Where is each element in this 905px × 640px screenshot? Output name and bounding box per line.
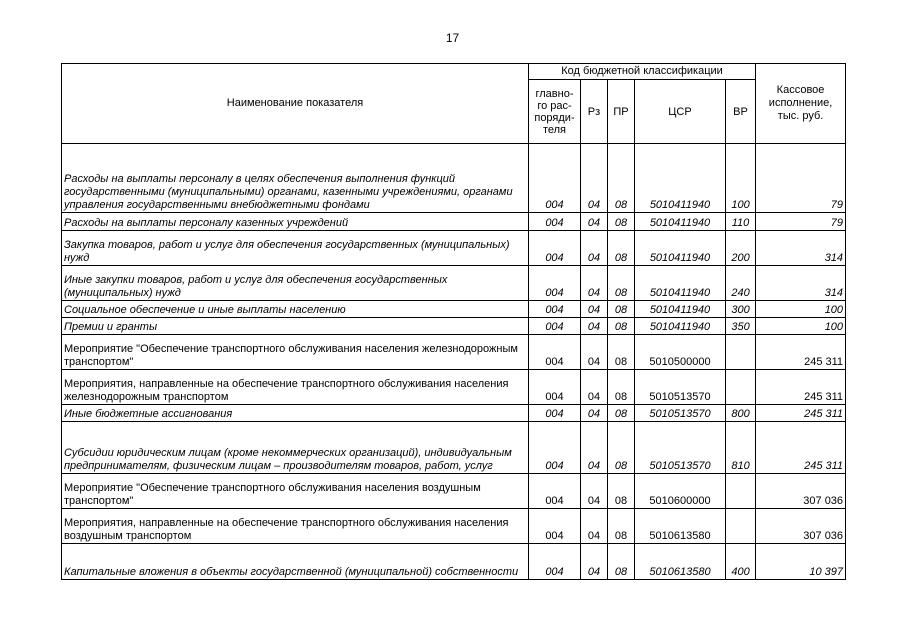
table-row — [62, 544, 846, 580]
header-glav: главно-го рас-поряди-теля — [529, 80, 581, 144]
header-vr: ВР — [726, 80, 756, 144]
row-name: Закупка товаров, работ и услуг для обеспечения государственных (муниципальных) нужд — [62, 231, 529, 266]
table-row — [62, 213, 846, 231]
row-pr: 08 — [608, 213, 635, 231]
row-rz: 04 — [581, 370, 608, 405]
row-amount: 100 — [756, 318, 846, 335]
header-amount: Кассовое исполнение, тыс. руб. — [756, 64, 846, 144]
row-vr — [726, 474, 756, 509]
row-csr: 5010513570 — [635, 370, 726, 405]
row-pr: 08 — [608, 544, 635, 580]
row-name: Мероприятия, направленные на обеспечение транспортного обслуживания населения железнодорожным транспортом — [62, 370, 529, 405]
table-row — [62, 509, 846, 544]
row-pr: 08 — [608, 370, 635, 405]
row-amount: 245 311 — [756, 405, 846, 422]
row-rz: 04 — [581, 544, 608, 580]
row-glav: 004 — [529, 318, 581, 335]
header-csr: ЦСР — [635, 80, 726, 144]
row-vr: 350 — [726, 318, 756, 335]
row-vr: 810 — [726, 422, 756, 474]
row-rz: 04 — [581, 266, 608, 301]
row-glav: 004 — [529, 301, 581, 318]
row-pr: 08 — [608, 301, 635, 318]
row-pr: 08 — [608, 318, 635, 335]
row-name: Капитальные вложения в объекты государственной (муниципальной) собственности — [62, 544, 529, 580]
row-amount: 245 311 — [756, 422, 846, 474]
row-rz: 04 — [581, 422, 608, 474]
row-pr: 08 — [608, 405, 635, 422]
row-name: Мероприятия, направленные на обеспечение транспортного обслуживания населения воздушным транспортом — [62, 509, 529, 544]
row-glav: 004 — [529, 144, 581, 213]
row-pr: 08 — [608, 144, 635, 213]
row-vr: 100 — [726, 144, 756, 213]
row-amount: 10 397 — [756, 544, 846, 580]
row-pr: 08 — [608, 266, 635, 301]
row-pr: 08 — [608, 231, 635, 266]
page-number: 17 — [445, 31, 460, 45]
budget-table — [61, 63, 846, 580]
row-glav: 004 — [529, 405, 581, 422]
table-row — [62, 474, 846, 509]
row-vr: 400 — [726, 544, 756, 580]
row-name: Мероприятие "Обеспечение транспортного обслуживания населения железнодорожным транспортом" — [62, 335, 529, 370]
row-rz: 04 — [581, 509, 608, 544]
header-rz: Рз — [581, 80, 608, 144]
row-amount: 307 036 — [756, 509, 846, 544]
row-csr: 5010411940 — [635, 318, 726, 335]
row-csr: 5010513570 — [635, 422, 726, 474]
table-row — [62, 266, 846, 301]
row-name: Иные бюджетные ассигнования — [62, 405, 529, 422]
row-pr: 08 — [608, 509, 635, 544]
header-code-group: Код бюджетной классификации — [529, 64, 756, 80]
table-row — [62, 318, 846, 335]
row-glav: 004 — [529, 231, 581, 266]
row-amount: 100 — [756, 301, 846, 318]
table-row — [62, 405, 846, 422]
table-row — [62, 370, 846, 405]
row-rz: 04 — [581, 231, 608, 266]
table-row — [62, 422, 846, 474]
row-rz: 04 — [581, 474, 608, 509]
row-amount: 79 — [756, 144, 846, 213]
row-vr — [726, 509, 756, 544]
row-rz: 04 — [581, 144, 608, 213]
row-vr: 800 — [726, 405, 756, 422]
row-name: Мероприятие "Обеспечение транспортного обслуживания населения воздушным транспортом" — [62, 474, 529, 509]
row-csr: 5010613580 — [635, 509, 726, 544]
row-rz: 04 — [581, 213, 608, 231]
row-amount: 314 — [756, 266, 846, 301]
row-glav: 004 — [529, 370, 581, 405]
row-pr: 08 — [608, 335, 635, 370]
row-name: Расходы на выплаты персоналу казенных учреждений — [62, 213, 529, 231]
row-amount: 245 311 — [756, 335, 846, 370]
row-amount: 79 — [756, 213, 846, 231]
row-rz: 04 — [581, 301, 608, 318]
row-name: Премии и гранты — [62, 318, 529, 335]
row-csr: 5010600000 — [635, 474, 726, 509]
header-pr: ПР — [608, 80, 635, 144]
table-row — [62, 144, 846, 213]
row-csr: 5010411940 — [635, 144, 726, 213]
row-glav: 004 — [529, 509, 581, 544]
row-vr: 240 — [726, 266, 756, 301]
row-vr: 200 — [726, 231, 756, 266]
row-name: Расходы на выплаты персоналу в целях обеспечения выполнения функций государственными (муниципальными) органами, казенными учреждениями, органами управления государственными внебюджетными фондами — [62, 144, 529, 213]
row-vr: 110 — [726, 213, 756, 231]
row-vr — [726, 335, 756, 370]
row-rz: 04 — [581, 405, 608, 422]
table-row — [62, 301, 846, 318]
row-glav: 004 — [529, 544, 581, 580]
row-amount: 314 — [756, 231, 846, 266]
row-pr: 08 — [608, 474, 635, 509]
row-name: Социальное обеспечение и иные выплаты населению — [62, 301, 529, 318]
row-csr: 5010411940 — [635, 266, 726, 301]
row-csr: 5010411940 — [635, 213, 726, 231]
row-amount: 307 036 — [756, 474, 846, 509]
row-pr: 08 — [608, 422, 635, 474]
row-name: Иные закупки товаров, работ и услуг для обеспечения государственных (муниципальных) нужд — [62, 266, 529, 301]
row-glav: 004 — [529, 335, 581, 370]
row-vr: 300 — [726, 301, 756, 318]
row-glav: 004 — [529, 266, 581, 301]
row-name: Субсидии юридическим лицам (кроме некоммерческих организаций), индивидуальным предпринимателям, физическим лицам – производителям товаров, работ, услуг — [62, 422, 529, 474]
row-csr: 5010513570 — [635, 405, 726, 422]
row-csr: 5010500000 — [635, 335, 726, 370]
table-row — [62, 231, 846, 266]
row-rz: 04 — [581, 318, 608, 335]
row-amount: 245 311 — [756, 370, 846, 405]
row-glav: 004 — [529, 213, 581, 231]
table-row — [62, 335, 846, 370]
row-glav: 004 — [529, 474, 581, 509]
row-rz: 04 — [581, 335, 608, 370]
row-vr — [726, 370, 756, 405]
row-csr: 5010411940 — [635, 231, 726, 266]
row-csr: 5010613580 — [635, 544, 726, 580]
header-name: Наименование показателя — [62, 64, 529, 144]
row-csr: 5010411940 — [635, 301, 726, 318]
row-glav: 004 — [529, 422, 581, 474]
table-body — [62, 144, 846, 580]
